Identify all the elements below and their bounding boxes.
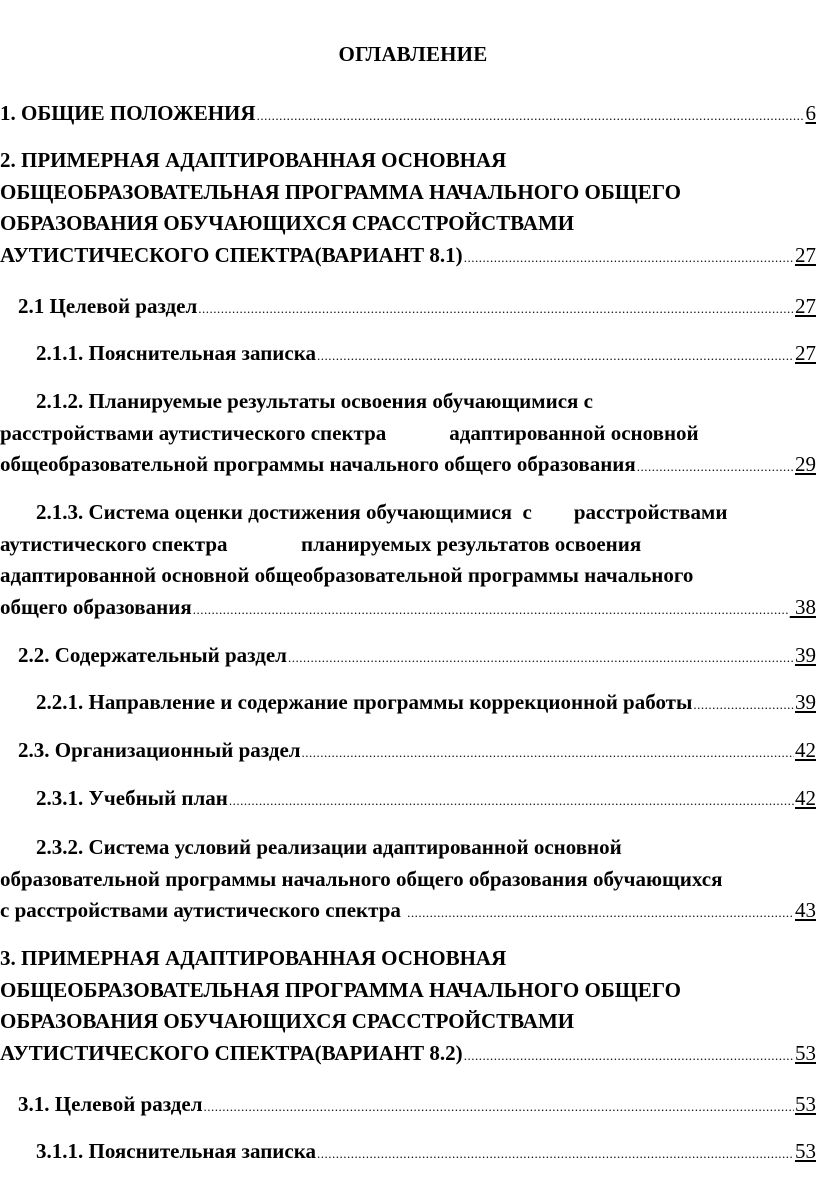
toc-entry-title: 3.1.1. Пояснительная записка bbox=[36, 1139, 317, 1163]
dot-leader bbox=[257, 100, 805, 132]
toc-entry-last-line bbox=[36, 783, 816, 817]
toc-entry-2-2[interactable] bbox=[0, 640, 816, 674]
toc-page-link[interactable]: 39 bbox=[795, 643, 816, 667]
dot-leader bbox=[407, 897, 794, 929]
toc-page-link[interactable]: 53 bbox=[795, 1092, 816, 1116]
dot-leader bbox=[317, 340, 794, 372]
toc-entry-title: 2.2. Содержательный раздел bbox=[18, 643, 287, 667]
toc-entry-last-line bbox=[18, 1089, 816, 1123]
toc-entry-title: АУТИСТИЧЕСКОГО СПЕКТРА(ВАРИАНТ 8.2) bbox=[0, 1040, 463, 1065]
toc-entry-line: ОБРАЗОВАНИЯ ОБУЧАЮЩИХСЯ СРАССТРОЙСТВАМИ bbox=[0, 1009, 575, 1034]
toc-entry-line: образовательной программы начального общего образования обучающихся bbox=[0, 866, 723, 891]
toc-entry-2-2-1[interactable] bbox=[0, 687, 816, 721]
toc-page-link[interactable]: 29 bbox=[795, 452, 816, 477]
toc-entry-last-line bbox=[0, 1038, 816, 1072]
toc-page-link[interactable]: 27 bbox=[795, 294, 816, 318]
dot-leader bbox=[193, 594, 789, 626]
toc-entry-last-line bbox=[18, 291, 816, 325]
toc-entry-line: адаптированной основной общеобразовательной программы начального bbox=[0, 563, 694, 588]
toc-entry-title: 2.2.1. Направление и содержание программы коррекционной работы bbox=[36, 690, 693, 714]
toc-entry-2-3-2[interactable] bbox=[0, 832, 816, 929]
toc-entry-last-line bbox=[0, 449, 816, 483]
toc-page-link[interactable]: 39 bbox=[795, 690, 816, 714]
toc-page-link[interactable]: 42 bbox=[795, 786, 816, 810]
toc-page-link[interactable]: 27 bbox=[795, 242, 816, 267]
dot-leader bbox=[302, 737, 794, 769]
toc-page-link[interactable]: 53 bbox=[795, 1139, 816, 1163]
toc-entry-line: ОБЩЕОБРАЗОВАТЕЛЬНАЯ ПРОГРАММА НАЧАЛЬНОГО ОБЩЕГО bbox=[0, 977, 681, 1002]
toc-entry-line: ОБЩЕОБРАЗОВАТЕЛЬНАЯ ПРОГРАММА НАЧАЛЬНОГО ОБЩЕГО bbox=[0, 179, 681, 204]
dot-leader bbox=[464, 1040, 794, 1072]
toc-entry-line: аутистического спектра планируемых результатов освоения bbox=[0, 531, 642, 556]
toc-entry-3-1[interactable] bbox=[0, 1089, 816, 1123]
toc-entry-2-1-3[interactable] bbox=[0, 497, 816, 625]
toc-entry-2-1-2[interactable] bbox=[0, 386, 816, 483]
toc-entry-line: расстройствами аутистического спектра адаптированной основной bbox=[0, 420, 699, 445]
toc-entry-2-3-1[interactable] bbox=[0, 783, 816, 817]
toc-entry-2-3[interactable] bbox=[0, 735, 816, 769]
toc-entry-2[interactable] bbox=[0, 145, 816, 273]
toc-entry-2-1[interactable] bbox=[0, 291, 816, 325]
toc-entry-line: ОБРАЗОВАНИЯ ОБУЧАЮЩИХСЯ СРАССТРОЙСТВАМИ bbox=[0, 211, 575, 236]
toc-entry-3-1-1[interactable] bbox=[0, 1136, 816, 1170]
toc-page-link[interactable]: 27 bbox=[795, 341, 816, 365]
dot-leader bbox=[464, 242, 794, 274]
toc-entry-title: АУТИСТИЧЕСКОГО СПЕКТРА(ВАРИАНТ 8.1) bbox=[0, 242, 463, 267]
toc-entry-line: 2. ПРИМЕРНАЯ АДАПТИРОВАННАЯ ОСНОВНАЯ bbox=[0, 148, 507, 172]
toc-entry-line: 3. ПРИМЕРНАЯ АДАПТИРОВАННАЯ ОСНОВНАЯ bbox=[0, 946, 507, 970]
dot-leader bbox=[317, 1138, 794, 1170]
toc-entry-title: 1. ОБЩИЕ ПОЛОЖЕНИЯ bbox=[0, 101, 256, 125]
toc-page-link[interactable]: 38 bbox=[789, 594, 816, 619]
toc-entry-last-line bbox=[18, 735, 816, 769]
toc-entry-line: 2.1.2. Планируемые результаты освоения обучающимися с bbox=[36, 389, 593, 413]
toc-entry-1[interactable] bbox=[0, 98, 816, 132]
dot-leader bbox=[288, 642, 794, 674]
toc-entry-title: с расстройствами аутистического спектра bbox=[0, 898, 407, 923]
toc-entry-last-line bbox=[0, 895, 816, 929]
toc-entry-title: 2.3. Организационный раздел bbox=[18, 738, 301, 762]
dot-leader bbox=[693, 689, 794, 721]
toc-page-link[interactable]: 42 bbox=[795, 738, 816, 762]
toc-entry-last-line bbox=[18, 640, 816, 674]
toc-entry-title: 3.1. Целевой раздел bbox=[18, 1092, 203, 1116]
dot-leader bbox=[637, 451, 794, 483]
toc-entry-title: 2.1 Целевой раздел bbox=[18, 294, 198, 318]
toc-entry-title: 2.1.1. Пояснительная записка bbox=[36, 341, 317, 365]
toc-entry-last-line bbox=[0, 592, 816, 626]
dot-leader bbox=[198, 293, 794, 325]
toc-entry-last-line bbox=[0, 98, 816, 132]
toc-entry-title: общего образования bbox=[0, 594, 192, 619]
toc-entry-title: 2.3.1. Учебный план bbox=[36, 786, 228, 810]
toc-entry-title: общеобразовательной программы начального общего образования bbox=[0, 452, 636, 477]
toc-page-link[interactable]: 43 bbox=[795, 898, 816, 923]
toc-page-link[interactable]: 53 bbox=[795, 1040, 816, 1065]
toc-entry-last-line bbox=[36, 1136, 816, 1170]
toc-entry-line: 2.3.2. Система условий реализации адаптированной основной bbox=[36, 835, 622, 859]
dot-leader bbox=[229, 785, 794, 817]
toc-entry-last-line bbox=[0, 240, 816, 274]
toc-entry-2-1-1[interactable] bbox=[0, 338, 816, 372]
toc-entry-last-line bbox=[36, 338, 816, 372]
toc-entry-3[interactable] bbox=[0, 943, 816, 1071]
dot-leader bbox=[204, 1091, 794, 1123]
toc-entry-last-line bbox=[36, 687, 816, 721]
page-title: ОГЛАВЛЕНИЕ bbox=[338, 42, 488, 66]
toc-page-link[interactable]: 6 bbox=[805, 101, 816, 125]
toc-entry-line: 2.1.3. Система оценки достижения обучающимися с расстройствами bbox=[36, 500, 728, 524]
